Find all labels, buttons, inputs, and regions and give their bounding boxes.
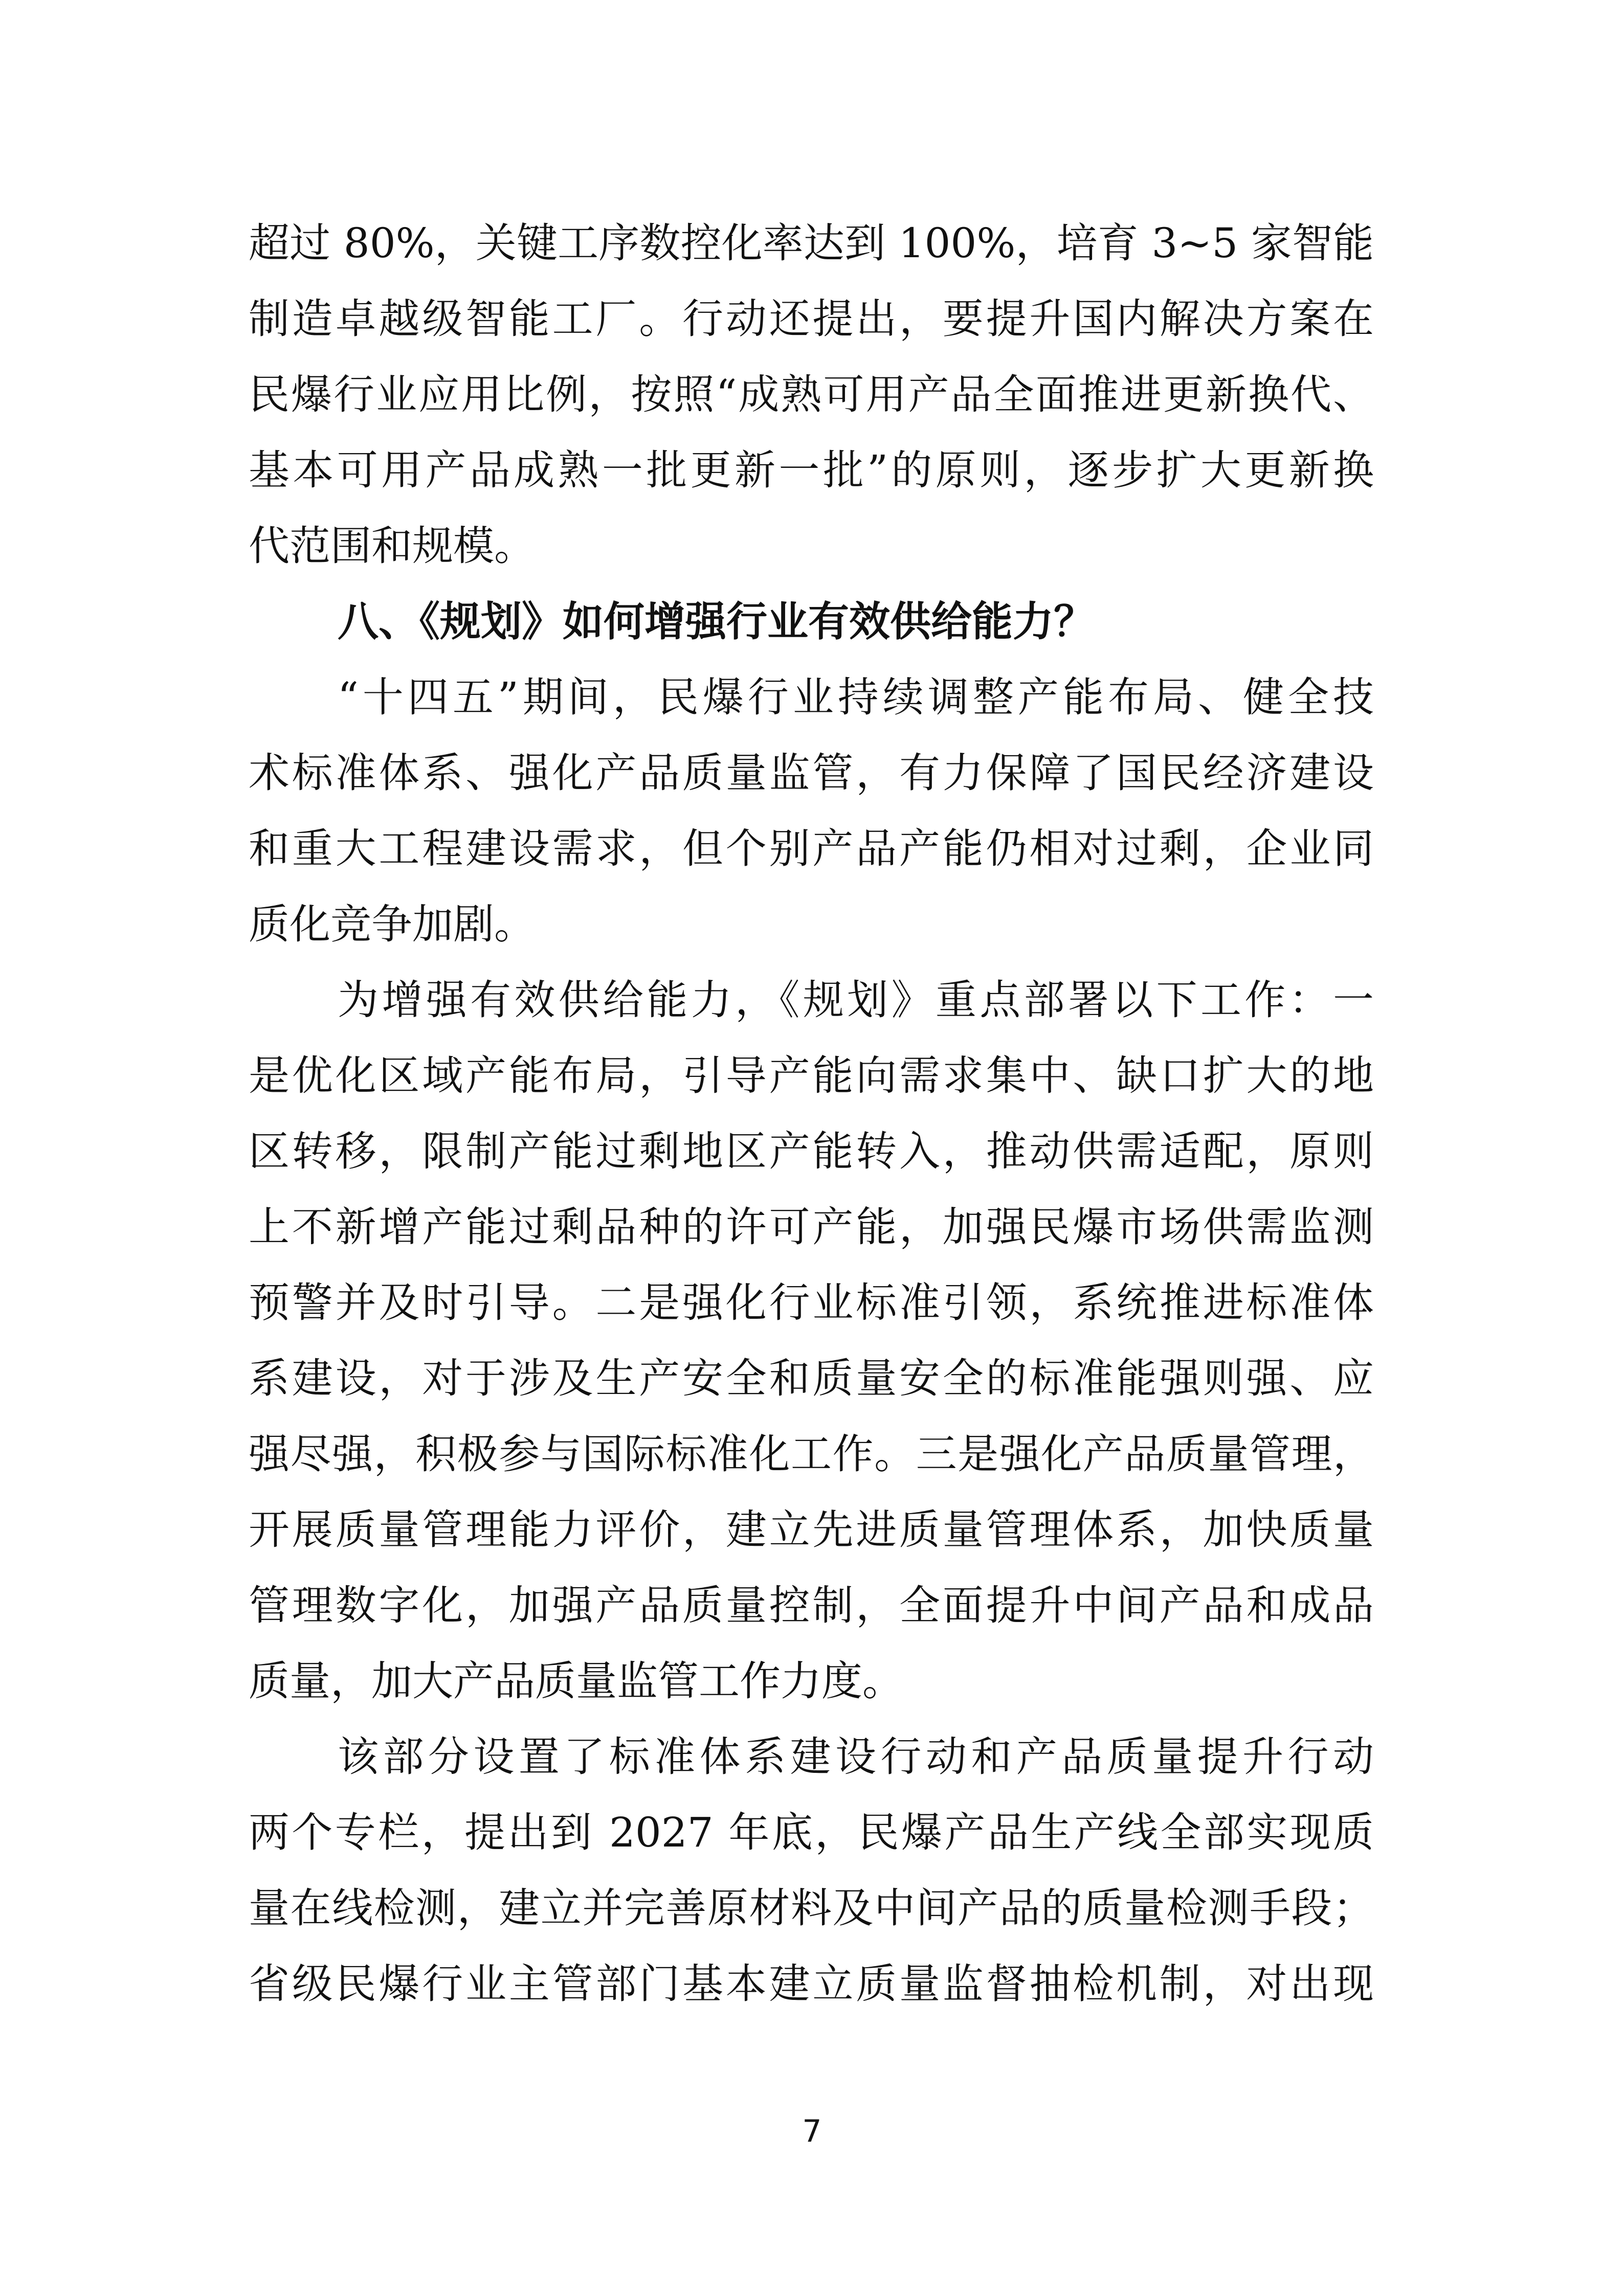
text-line: 该部分设置了标准体系建设行动和产品质量提升行动: [338, 1733, 1374, 1781]
text-line: 省级民爆行业主管部门基本建立质量监督抽检机制，对出现: [249, 1960, 1374, 2008]
paragraph-1: [249, 206, 1374, 584]
text-line: 超过 80%，关键工序数控化率达到 100%，培育 3~5 家智能: [249, 219, 1374, 267]
text-line: 质化竞争加剧。: [249, 901, 535, 948]
paragraph-2: [249, 660, 1374, 962]
text-line: 预警并及时引导。二是强化行业标准引领，系统推进标准体: [249, 1279, 1374, 1326]
paragraph-3: [249, 962, 1374, 1719]
text-line: 强尽强，积极参与国际标准化工作。三是强化产品质量管理，: [249, 1430, 1374, 1478]
text-line: 系建设，对于涉及生产安全和质量安全的标准能强则强、应: [249, 1355, 1374, 1402]
text-line: 代范围和规模。: [249, 522, 535, 570]
text-line: 管理数字化，加强产品质量控制，全面提升中间产品和成品: [249, 1582, 1374, 1629]
text-line: 两个专栏，提出到 2027 年底，民爆产品生产线全部实现质: [249, 1809, 1374, 1856]
text-line: 是优化区域产能布局，引导产能向需求集中、缺口扩大的地: [249, 1052, 1374, 1099]
paragraph-4: [249, 1719, 1374, 2022]
text-line: 为增强有效供给能力，《规划》重点部署以下工作：一: [338, 976, 1374, 1024]
text-line: 民爆行业应用比例，按照“成熟可用产品全面推进更新换代、: [249, 371, 1374, 418]
text-line: “十四五”期间，民爆行业持续调整产能布局、健全技: [338, 673, 1374, 721]
text-line: 区转移，限制产能过剩地区产能转入，推动供需适配，原则: [249, 1128, 1374, 1175]
document-body: [249, 206, 1374, 2022]
text-line: 量在线检测，建立并完善原材料及中间产品的质量检测手段；: [249, 1884, 1374, 1932]
text-line: 质量，加大产品质量监管工作力度。: [249, 1657, 903, 1705]
text-line: 和重大工程建设需求，但个别产品产能仍相对过剩，企业同: [249, 825, 1374, 872]
text-line: 开展质量管理能力评价，建立先进质量管理体系，加快质量: [249, 1506, 1374, 1554]
text-line: 制造卓越级智能工厂。行动还提出，要提升国内解决方案在: [249, 295, 1374, 343]
page-number: 7: [802, 2113, 822, 2149]
section-heading: 八、《规划》如何增强行业有效供给能力？: [338, 598, 1095, 645]
text-line: 上不新增产能过剩品种的许可产能，加强民爆市场供需监测: [249, 1203, 1374, 1251]
text-line: 基本可用产品成熟一批更新一批”的原则，逐步扩大更新换: [249, 446, 1374, 494]
text-line: 术标准体系、强化产品质量监管，有力保障了国民经济建设: [249, 749, 1374, 797]
